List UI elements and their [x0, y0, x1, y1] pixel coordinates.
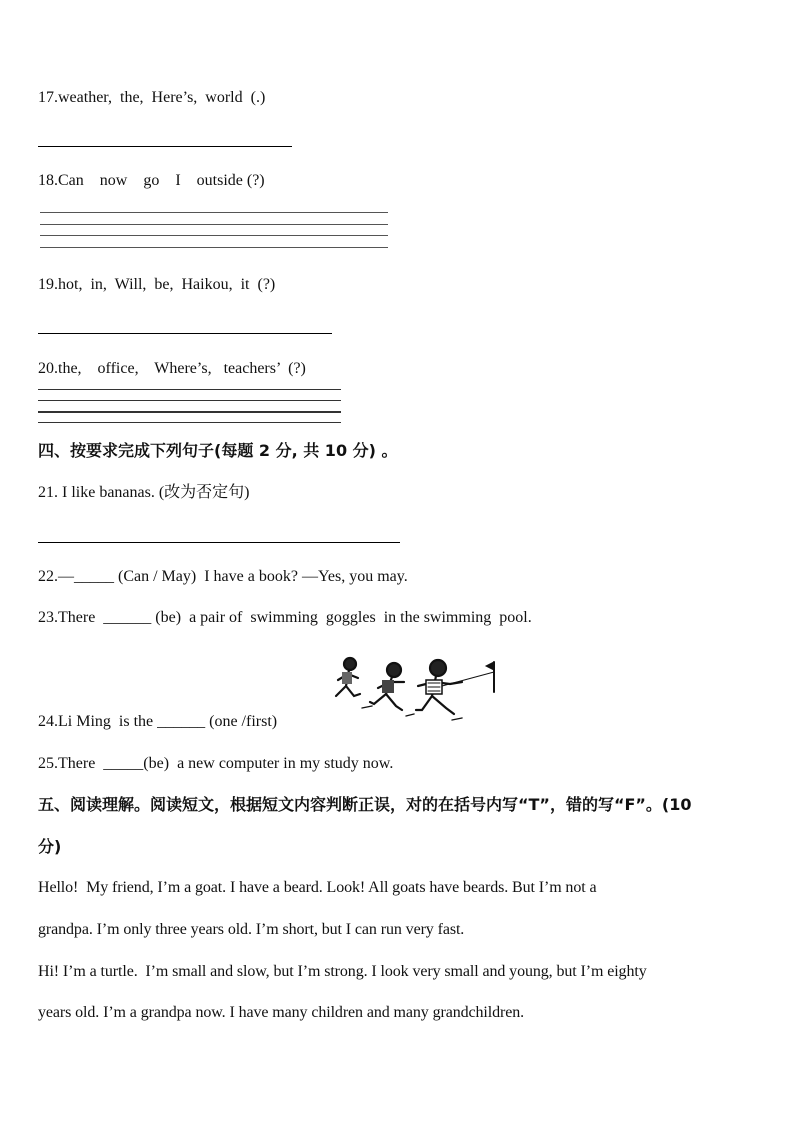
passage-line-2: grandpa. I’m only three years old. I’m short, but I can run very fast. — [38, 921, 465, 938]
section-five-heading-line1: 五、阅读理解。阅读短文，根据短文内容判断正误，对的在括号内写“T”，错的写“F”。(10 — [38, 795, 692, 814]
answer-line-17[interactable] — [38, 146, 292, 147]
writing-line-20-3 — [38, 411, 341, 413]
passage-line-4: years old. I’m a grandpa now. I have many children and many grandchildren. — [38, 1004, 525, 1021]
question-19: 19.hot, in, Will, be, Haikou, it (?) — [38, 276, 276, 293]
writing-line-20-2 — [38, 400, 341, 401]
writing-line-20-4 — [38, 422, 341, 423]
passage-line-1: Hello! My friend, I’m a goat. I have a beard. Look! All goats have beards. But I’m not a — [38, 879, 597, 896]
writing-line-18-2 — [40, 224, 388, 225]
question-17: 17.weather, the, Here’s, world (.) — [38, 89, 266, 106]
writing-line-18-4 — [40, 247, 388, 248]
running-race-illustration — [322, 652, 502, 724]
question-24: 24.Li Ming is the ______ (one /first) — [38, 713, 278, 730]
writing-line-20-1[interactable] — [38, 389, 341, 390]
answer-line-19[interactable] — [38, 333, 332, 334]
question-20: 20.the, office, Where’s, teachers’ (?) — [38, 360, 306, 377]
question-25: 25.There _____(be) a new computer in my study now. — [38, 755, 394, 772]
writing-line-18-3 — [40, 235, 388, 236]
passage-line-3: Hi! I’m a turtle. I’m small and slow, but I’m strong. I look very small and young, but I’m eighty — [38, 963, 647, 980]
question-21: 21. I like bananas. (改为否定句) — [38, 484, 250, 501]
writing-line-18-1[interactable] — [40, 212, 388, 213]
section-four-heading: 四、按要求完成下列句子(每题 2 分, 共 10 分) 。 — [38, 441, 398, 460]
answer-line-21[interactable] — [38, 542, 400, 543]
question-18: 18.Can now go I outside (?) — [38, 172, 265, 189]
question-22: 22.—_____ (Can / May) I have a book? —Yes, you may. — [38, 568, 408, 585]
section-five-heading-line2: 分) — [38, 837, 62, 856]
question-23: 23.There ______ (be) a pair of swimming goggles in the swimming pool. — [38, 609, 532, 626]
